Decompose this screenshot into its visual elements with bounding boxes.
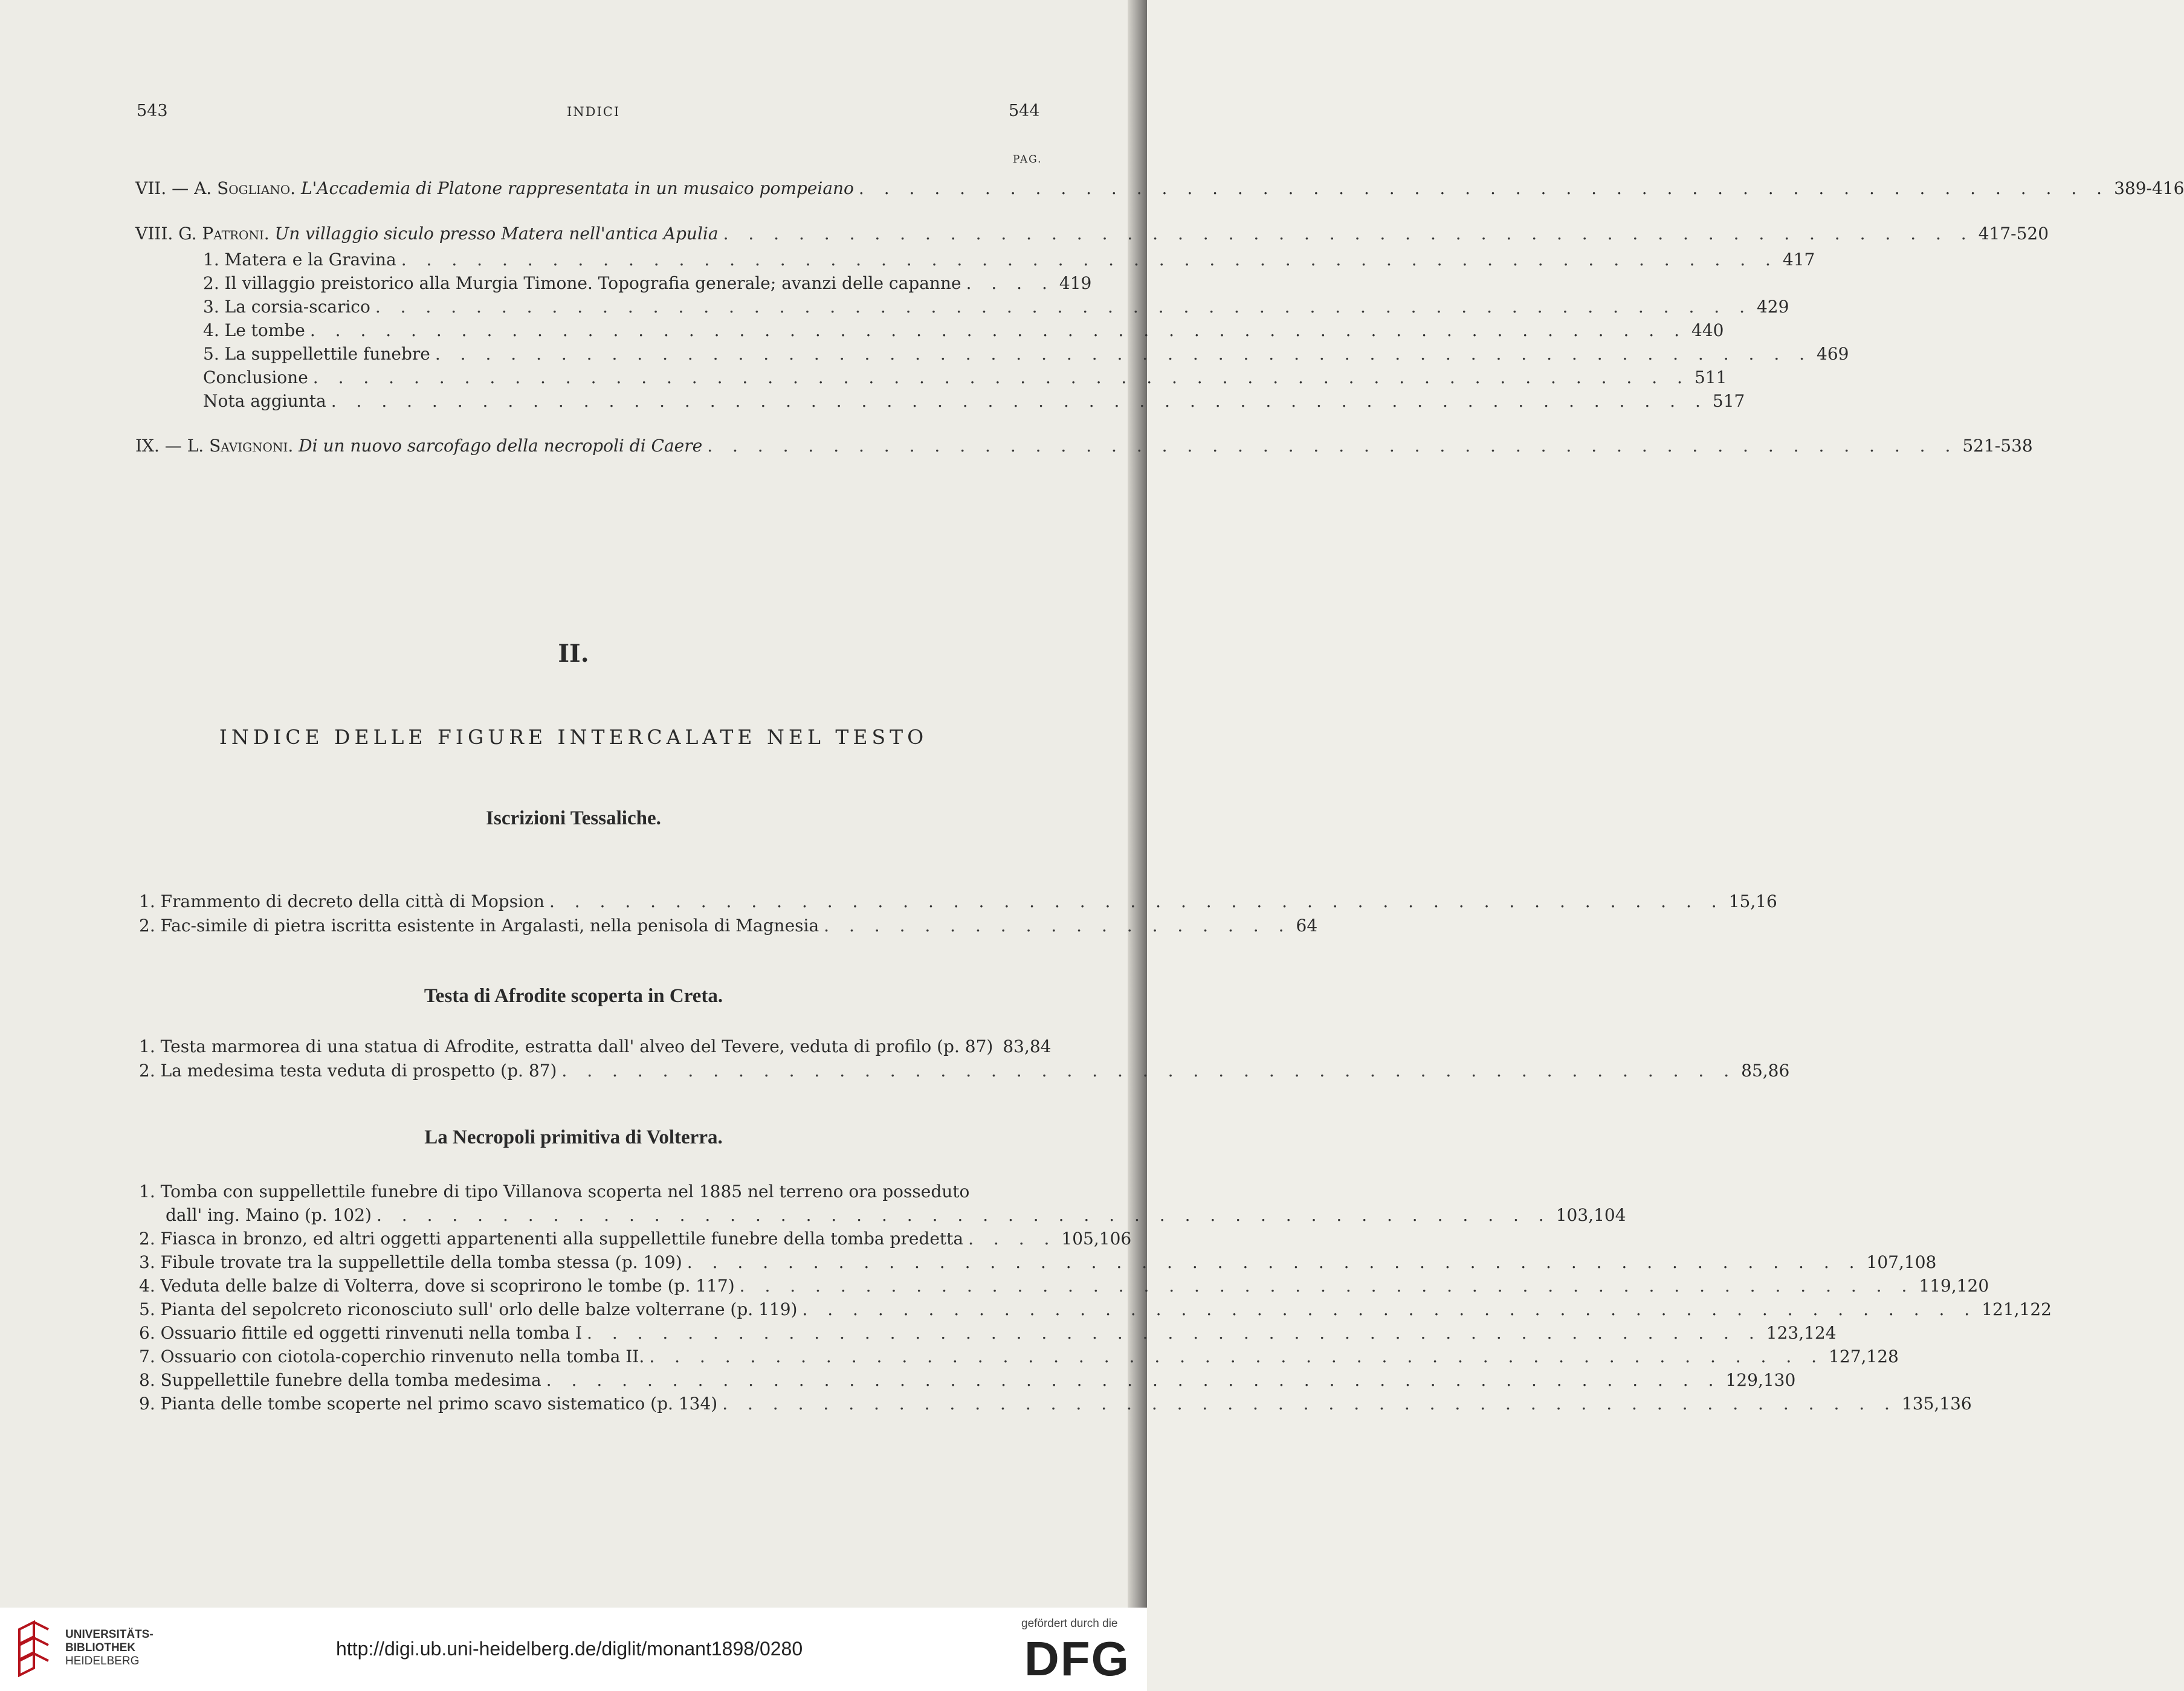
toc-subentry [203, 389, 1745, 413]
figure-page: 64 [1296, 916, 1318, 936]
figure-text: 6. Ossuario fittile ed oggetti rinvenuti nella tomba I [139, 1323, 583, 1343]
figure-entry [139, 1227, 1132, 1251]
running-header [0, 102, 1147, 126]
toc-number: VII. — [135, 178, 189, 198]
group-heading: Testa di Afrodite scoperta in Creta. [424, 985, 723, 1007]
figure-page: 123,124 [1766, 1323, 1837, 1343]
dot-leader: . . . . . . . . . . . . . . . . . . . . . . . . . . . . . . . . . . . . . . . . . . . . . . . [649, 1347, 1824, 1366]
toc-title: Di un nuovo sarcofago della necropoli di Caere [299, 436, 703, 456]
toc-title: L'Accademia di Platone rappresentata in un musaico pompeiano [300, 178, 854, 198]
figure-entry [166, 1203, 1626, 1227]
figure-entry [139, 1274, 1989, 1298]
funding-note: gefördert durch die [1021, 1617, 1118, 1630]
toc-subentry-text: Nota aggiunta [203, 391, 326, 411]
figure-entry [139, 914, 1318, 938]
dot-leader: . . . . . . . . . . . . . . . . . . . . . . . . . . . . . . . . . . . . . . . . . . . . . . . [561, 1061, 1737, 1081]
figure-page: 15,16 [1728, 891, 1777, 911]
dot-leader: . . . . . . . . . . . . . . . . . . . . . . . . . . . . . . . . . . . . . . . . . . . . . . . . . . . . . . . [375, 297, 1752, 317]
dot-leader: . . . . . . . . . . . . . . . . . . . . . . . . . . . . . . . . . . . . . . . . . . . . . . . [687, 1252, 1862, 1272]
pag-label: PAG. [1013, 154, 1042, 166]
figure-entry [139, 1321, 1837, 1345]
toc-number: IX. — [135, 436, 182, 456]
toc-subentry [203, 318, 1724, 343]
figure-entry [139, 1059, 1790, 1083]
figure-entry [139, 1035, 1052, 1059]
toc-page: 511 [1694, 367, 1727, 387]
toc-number: VIII. [135, 224, 173, 244]
toc-subentry-text: 2. Il villaggio preistorico alla Murgia Timone. Topografia generale; avanzi delle capanne [203, 273, 961, 293]
toc-page: 469 [1817, 344, 1849, 364]
toc-page: 517 [1712, 391, 1745, 411]
figure-text: 1. Frammento di decreto della città di Mopsion [139, 891, 544, 911]
figure-page: 103,104 [1556, 1205, 1626, 1225]
toc-page: 419 [1059, 273, 1092, 293]
dot-leader: . . . . . . . . . . . . . . . . . . . . . . . . . . . . . . . . . . . . . . . . . . . . . . . . . . . . . . . [435, 344, 1812, 364]
figure-text: 7. Ossuario con ciotola-coperchio rinvenuto nella tomba II. [139, 1347, 645, 1366]
toc-subentry-text: 4. Le tombe [203, 320, 305, 340]
figure-text: 1. Tomba con suppellettile funebre di tipo Villanova scoperta nel 1885 nel terreno ora posseduto [139, 1182, 970, 1201]
dot-leader: . . . . . . . . . . . . . . . . . . . . . . . . . . . . . . . . . . . . . . . . . . . . . . . [549, 891, 1724, 911]
figure-page: 121,122 [1982, 1299, 2052, 1319]
toc-page: 429 [1756, 297, 1789, 317]
figure-text: 9. Pianta delle tombe scoperte nel primo scavo sistematico (p. 134) [139, 1394, 718, 1414]
dot-leader: . . . . . . . . . . . . . . . . . . . . . . . . . . . . . . . . . . . . . . . . . . . . . . . [802, 1299, 1977, 1319]
dot-leader: . . . . . . . . . . . . . . . . . . . . . . . . . . . . . . . . . . . . . . . . . . . . . . . [376, 1205, 1551, 1225]
figure-page: 119,120 [1919, 1276, 1989, 1296]
toc-subentry [203, 366, 1727, 390]
dot-leader: . . . . . . . . . . . . . . . . . . . . . . . . . . . . . . . . . . . . . . . . . . . . . . . [546, 1370, 1721, 1390]
permalink-url[interactable]: http://digi.ub.uni-heidelberg.de/diglit/monant1898/0280 [336, 1638, 803, 1660]
toc-subentry [203, 248, 1815, 272]
section-title: INDICE DELLE FIGURE INTERCALATE NEL TESTO [219, 725, 928, 749]
figure-text: dall' ing. Maino (p. 102) [166, 1205, 372, 1225]
toc-author: L. Savignoni. [187, 436, 294, 456]
figure-page: 83,84 [1003, 1036, 1052, 1056]
toc-page: 417 [1782, 250, 1815, 270]
figure-entry [139, 890, 1777, 914]
toc-title: Un villaggio siculo presso Matera nell'antica Apulia [274, 224, 719, 244]
dot-leader: . . . . . . . . . . . . . . . . . . . . . . . . . . . . . . . . . . . . . . . . . . . . . . . [739, 1276, 1914, 1296]
dot-leader: . . . . . . . . . . . . . . . . . . . . . . . . . . . . . . . . . . . . . . . . . . . . . . . . . . . . . . . [331, 391, 1708, 411]
dot-leader: . . . . . . . . . . . . . . . . . . . . . . . . . . . . . . . . . . . . . . . . . . . . . . . . . . . . . . . [401, 250, 1778, 270]
library-name-line: BIBLIOTHEK [65, 1641, 136, 1654]
toc-subentry-text: 1. Matera e la Gravina [203, 250, 396, 270]
toc-entry-viii [135, 222, 2049, 246]
figure-page: 135,136 [1901, 1394, 1972, 1414]
toc-subentry-text: 3. La corsia-scarico [203, 297, 370, 317]
library-logo-icon [16, 1621, 52, 1678]
library-name-line: HEIDELBERG [65, 1655, 140, 1667]
figure-entry [139, 1180, 1049, 1204]
running-title: INDICI [567, 105, 621, 119]
toc-author: G. Patroni. [178, 224, 270, 244]
digitization-footer [0, 1608, 1147, 1691]
figure-entry [139, 1392, 1972, 1416]
group-heading: La Necropoli primitiva di Volterra. [424, 1127, 723, 1148]
figure-entry [139, 1298, 2052, 1322]
figure-page: 127,128 [1829, 1347, 1899, 1366]
page-number-left: 543 [137, 102, 168, 120]
dot-leader: . . . . . . . . . . . . . . . . . . . . . . . . . . . . . . . . . . . . . . . . . . . . . . . . . . [723, 224, 1974, 244]
figure-entry [139, 1250, 1937, 1275]
figure-text: 5. Pianta del sepolcreto riconosciuto sull' orlo delle balze volterrane (p. 119) [139, 1299, 798, 1319]
toc-page: 521-538 [1962, 436, 2033, 456]
dot-leader: . . . . [968, 1229, 1057, 1249]
group-heading: Iscrizioni Tessaliche. [486, 807, 661, 829]
figure-entry [139, 1345, 1899, 1369]
figure-page: 129,130 [1725, 1370, 1796, 1390]
figure-text: 8. Suppellettile funebre della tomba medesima [139, 1370, 541, 1390]
dot-leader: . . . . . . . . . . . . . . . . . . . . . . . . . . . . . . . . . . . . . . . . . . . . . . . . . . [858, 178, 2110, 198]
toc-entry-ix [135, 434, 2033, 458]
figure-page: 107,108 [1866, 1252, 1937, 1272]
dot-leader: . . . . . . . . . . . . . . . . . . . . . . . . . . . . . . . . . . . . . . . . . . . . . . . [587, 1323, 1762, 1343]
figure-page: 105,106 [1061, 1229, 1132, 1249]
toc-subentry [203, 271, 1092, 296]
toc-subentry [203, 342, 1849, 366]
toc-page: 440 [1691, 320, 1724, 340]
library-name [65, 1628, 153, 1668]
dot-leader: . . . . . . . . . . . . . . . . . . . [824, 916, 1291, 936]
toc-page: 389-416 [2114, 178, 2184, 198]
toc-subentry [203, 295, 1789, 319]
section-number: II. [558, 639, 589, 668]
figure-text: 2. Fac-simile di pietra iscritta esistente in Argalasti, nella penisola di Magnesia [139, 916, 819, 936]
dfg-logo: DFG [1024, 1632, 1130, 1686]
figure-entry [139, 1368, 1796, 1392]
toc-subentry-text: 5. La suppellettile funebre [203, 344, 430, 364]
dot-leader: . . . . . . . . . . . . . . . . . . . . . . . . . . . . . . . . . . . . . . . . . . . . . . . [722, 1394, 1897, 1414]
dot-leader: . . . . . . . . . . . . . . . . . . . . . . . . . . . . . . . . . . . . . . . . . . . . . . . . . . . . . . . [312, 367, 1690, 387]
dot-leader: . . . . . . . . . . . . . . . . . . . . . . . . . . . . . . . . . . . . . . . . . . . . . . . . . . [707, 436, 1958, 456]
figure-text: 3. Fibule trovate tra la suppellettile della tomba stessa (p. 109) [139, 1252, 682, 1272]
dot-leader: . . . . [966, 273, 1055, 293]
figure-text: 2. La medesima testa veduta di prospetto (p. 87) [139, 1061, 557, 1081]
page-number-right: 544 [1009, 102, 1040, 120]
library-name-line: UNIVERSITÄTS- [65, 1628, 153, 1641]
toc-page: 417-520 [1978, 224, 2049, 244]
dot-leader: . . . . . . . . . . . . . . . . . . . . . . . . . . . . . . . . . . . . . . . . . . . . . . . . . . . . . . . [309, 320, 1687, 340]
toc-entry-vii [135, 176, 2184, 201]
figure-text: 4. Veduta delle balze di Volterra, dove si scoprirono le tombe (p. 117) [139, 1276, 735, 1296]
figure-text: 2. Fiasca in bronzo, ed altri oggetti appartenenti alla suppellettile funebre della tomba predetta [139, 1229, 964, 1249]
figure-page: 85,86 [1741, 1061, 1790, 1081]
figure-text: 1. Testa marmorea di una statua di Afrodite, estratta dall' alveo del Tevere, veduta di profilo (p. 87) [139, 1036, 993, 1056]
toc-author: A. Sogliano. [194, 178, 296, 198]
toc-subentry-text: Conclusione [203, 367, 308, 387]
